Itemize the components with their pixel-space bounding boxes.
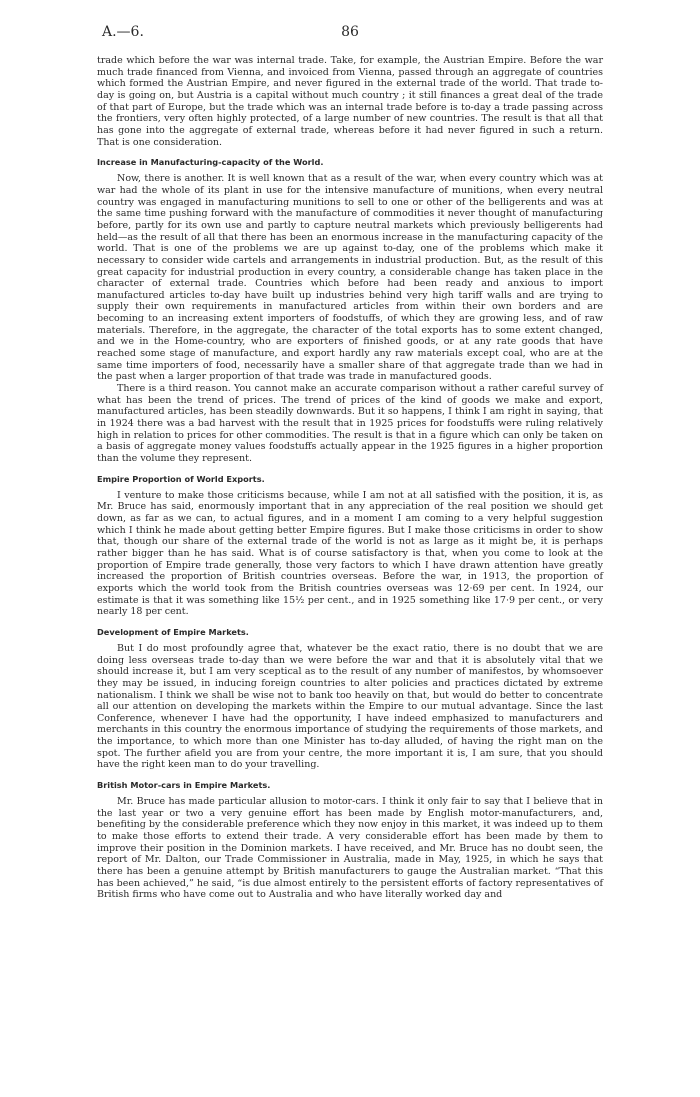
- paragraph-empire-proportion: I venture to make those criticisms because, while I am not at all satisfied with the position, it is, as Mr. Bruce has said, enormously important that in any appreciation of the real position we should get down, as far as we can, to actual figures, and in a moment I am coming to a very helpful suggestion which I think he made about getting better Empire figures. But I make those criticisms in order to show that, though our share of the external trade of the world is not as large as it might be, it is perhaps rather bigger than he has said. What is of course satisfactory is that, when you come to look at the proportion of Empire trade generally, those very factors to which I have drawn attention have greatly increased the proportion of British countries overseas. Before the war, in 1913, the proportion of exports which the world took from the British countries overseas was 12·69 per cent. In 1924, our estimate is that it was something like 15½ per cent., and in 1925 something like 17·9 per cent., or very nearly 18 per cent.: [97, 489, 603, 618]
- paragraph-manufacturing-capacity: Now, there is another. It is well known that as a result of the war, when every country which was at war had the whole of its plant in use for the intensive manufacture of munitions, when every neutral country was engaged in manufacturing munitions to sell to one or other of the belligerents and was at the same time pushing forward with the manufacture of commodities it never thought of manufacturing before, partly for its own use and partly to capture neutral markets which previously belligerents had held—as the result of all that there has been an enormous increase in the manufacturing capacity of the world. That is one of the problems we are up against to-day, one of the problems which make it necessary to consider wide cartels and arrangements in industrial production. But, as the result of this great capacity for industrial production in every country, a considerable change has taken place in the character of external trade. Countries which before had been ready and anxious to import manufactured articles to-day have built up industries behind very high tariff walls and are trying to supply their own requirements in manufactured articles from within their own borders and are becoming to an increasing extent importers of foodstuffs, of which they are growing less, and of raw materials. Therefore, in the aggregate, the character of the total exports has to some extent changed, and we in the Home-country, who are exporters of finished goods, or at any rate goods that have reached some stage of manufacture, and export hardly any raw materials except coal, who are at the same time importers of food, necessarily have a smaller share of that aggregate trade than we had in the past when a larger proportion of that trade was trade in manufactured goods.: [97, 173, 603, 383]
- section-heading-empire-markets: Development of Empire Markets.: [97, 626, 249, 637]
- section-heading-manufacturing-capacity: Increase in Manufacturing-capacity of the World.: [97, 157, 324, 168]
- paragraph-austria: trade which before the war was internal trade. Take, for example, the Austrian Empire. Before the war much trade financed from Vienna, and invoiced from Vienna, passed through an aggregate of countries which formed the Austrian Empire, and never figured in the external trade of the world. That trade to-day is going on, but Austria is a capital without much country ; it still finances a great deal of the trade of that part of Europe, but the trade which was an internal trade before is to-day a trade passing across the frontiers, very often highly protected, of a large number of new countries. The result is that all that has gone into the aggregate of external trade, whereas before it had never figured in such a return. That is one consideration.: [97, 55, 603, 148]
- page-number: 86: [341, 24, 359, 40]
- document-body: [97, 55, 603, 901]
- section-heading-motor-cars: British Motor-cars in Empire Markets.: [97, 780, 271, 791]
- paragraph-empire-markets: But I do most profoundly agree that, whatever be the exact ratio, there is no doubt that we are doing less overseas trade to-day than we were before the war and that it is absolutely vital that we should increase it, but I am very sceptical as to the result of any number of manifestos, by whomsoever they may be issued, in inducing foreign countries to alter policies and practices dictated by extreme nationalism. I think we shall be wise not to bank too heavily on that, but would do better to concentrate all our attention on developing the markets within the Empire to our mutual advantage. Since the last Conference, whenever I have had the opportunity, I have indeed emphasized to manufacturers and merchants in this country the enormous importance of studying the requirements of those markets, and the importance, to which more than one Minister has to-day alluded, of having the right man on the spot. The further afield you are from your centre, the more important it is, I am sure, that you should have the right keen man to do your travelling.: [97, 642, 603, 771]
- document-reference: A.—6.: [102, 24, 144, 40]
- section-heading-empire-proportion: Empire Proportion of World Exports.: [97, 473, 265, 484]
- paragraph-trend-of-prices: There is a third reason. You cannot make an accurate comparison without a rather careful survey of what has been the trend of prices. The trend of prices of the kind of goods we make and export, manufactured articles, has been steadily downwards. But it so happens, I think I am right in saying, that in 1924 there was a bad harvest with the result that in 1925 prices for foodstuffs were ruling relatively high in relation to prices for other commodities. The result is that in a figure which can only be taken on a basis of aggregate money values foodstuffs actually appear in the 1925 figures in a higher proportion than the volume they represent.: [97, 383, 603, 464]
- paragraph-motor-cars: Mr. Bruce has made particular allusion to motor-cars. I think it only fair to say that I believe that in the last year or two a very genuine effort has been made by English motor-manufacturers, and, benefiting by the considerable preference which they now enjoy in this market, it was indeed up to them to make those efforts to extend their trade. A very considerable effort has been made by them to improve their position in the Dominion markets. I have received, and Mr. Bruce has no doubt seen, the report of Mr. Dalton, our Trade Commissioner in Australia, made in May, 1925, in which he says that there has been a genuine attempt by British manufacturers to gauge the Australian market. “That this has been achieved,” he said, “is due almost entirely to the persistent efforts of factory representatives of British firms who have come out to Australia and who have literally worked day and: [97, 796, 603, 901]
- page-header: [102, 24, 598, 44]
